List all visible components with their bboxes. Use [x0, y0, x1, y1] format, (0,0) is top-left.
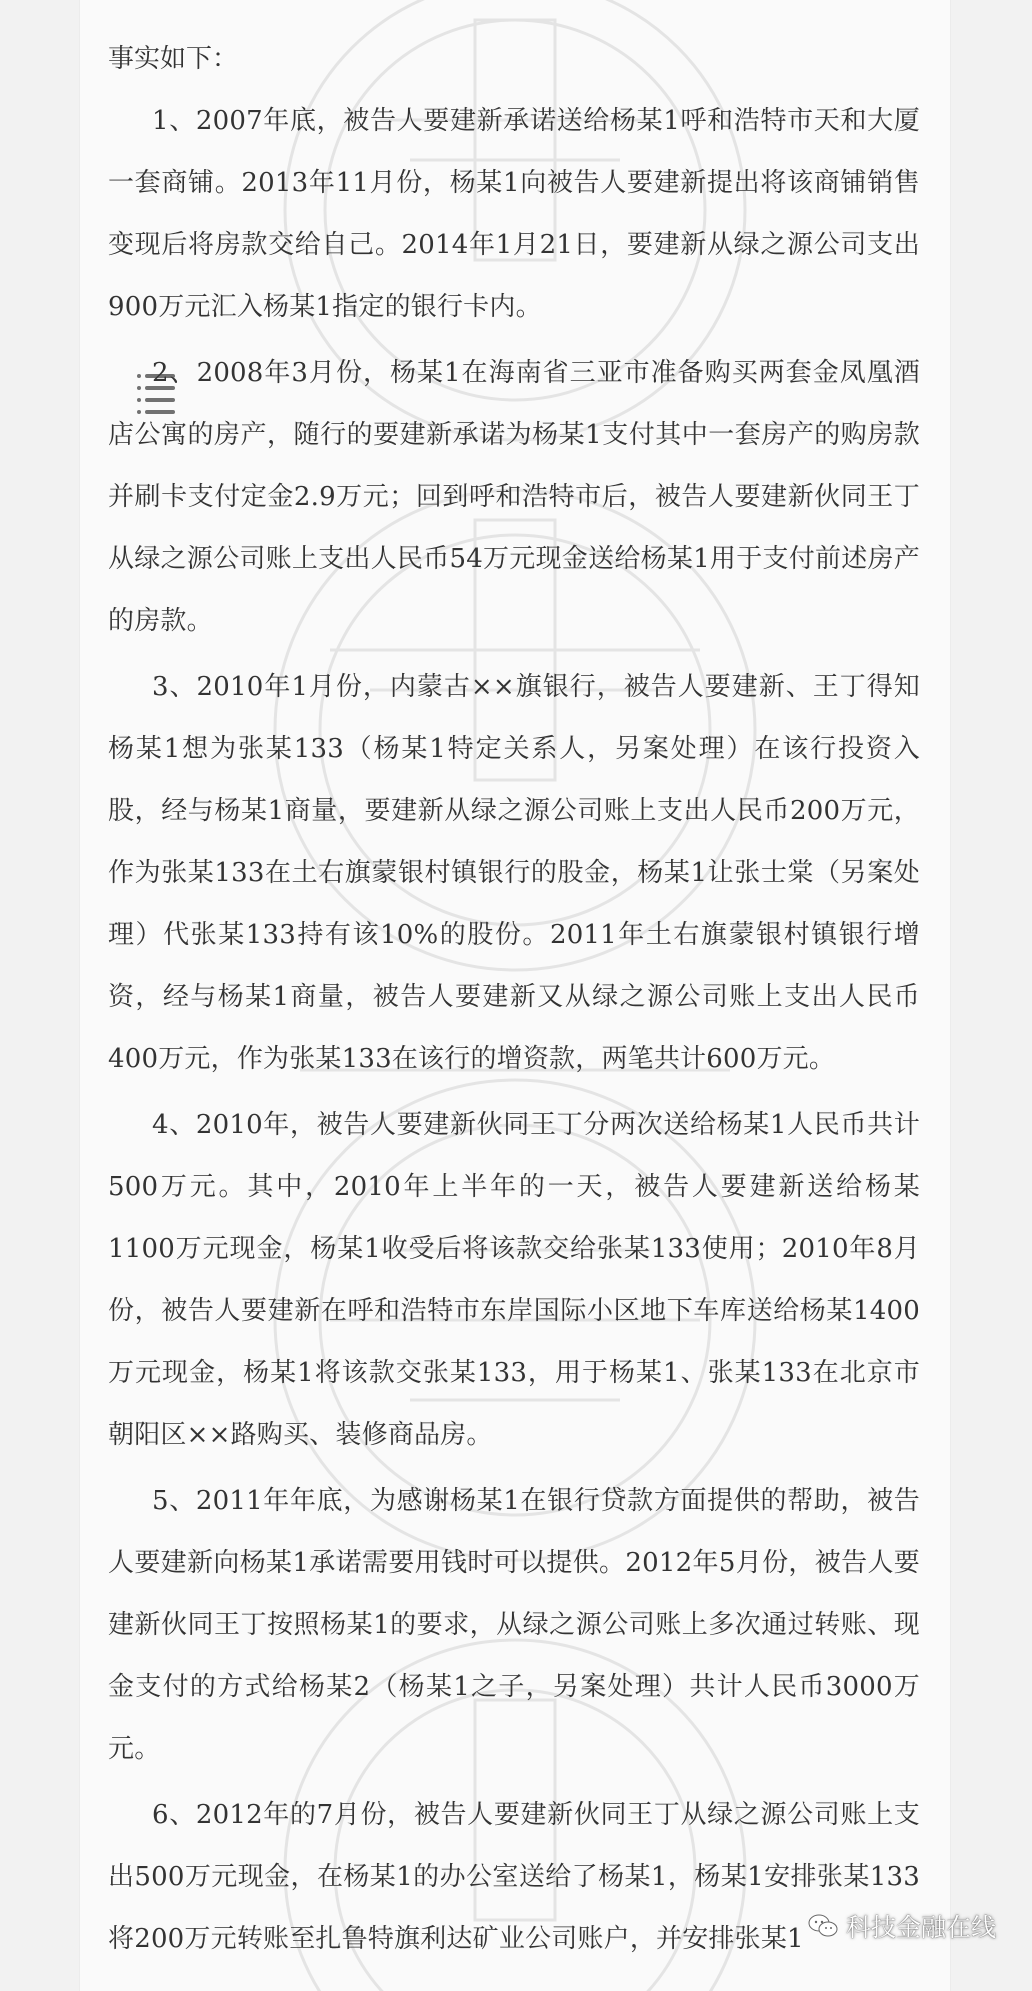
intro-line: 事实如下：	[108, 44, 239, 74]
document-body	[108, 28, 920, 1974]
badge-text: 科技金融在线	[846, 1913, 997, 1942]
wechat-icon	[808, 1913, 838, 1939]
paragraph-5: 5、2011年年底，为感谢杨某1在银行贷款方面提供的帮助，被告人要建新向杨某1承诺需要用钱时可以提供。2012年5月份，被告人要建新伙同王丁按照杨某1的要求，从绿之源公司账上多次通过转账、现金支付的方式给杨某2（杨某1之子，另案处理）共计人民币3000万元。	[108, 1486, 920, 1764]
paragraph-6: 6、2012年的7月份，被告人要建新伙同王丁从绿之源公司账上支出500万元现金，在杨某1的办公室送给了杨某1，杨某1安排张某133将200万元转账至扎鲁特旗利达矿业公司账户，并安排张某1	[108, 1800, 920, 1954]
paragraph-3: 3、2010年1月份，内蒙古××旗银行，被告人要建新、王丁得知杨某1想为张某133（杨某1特定关系人，另案处理）在该行投资入股，经与杨某1商量，要建新从绿之源公司账上支出人民币200万元，作为张某133在土右旗蒙银村镇银行的股金，杨某1让张士棠（另案处理）代张某133持有该10%的股份。2011年土右旗蒙银村镇银行增资，经与杨某1商量，被告人要建新又从绿之源公司账上支出人民币400万元，作为张某133在该行的增资款，两笔共计600万元。	[108, 672, 920, 1074]
source-badge	[808, 1908, 996, 1944]
paragraph-1: 1、2007年底，被告人要建新承诺送给杨某1呼和浩特市天和大厦一套商铺。2013年11月份，杨某1向被告人要建新提出将该商铺销售变现后将房款交给自己。2014年1月21日，要建新从绿之源公司支出900万元汇入杨某1指定的银行卡内。	[108, 106, 920, 322]
paragraph-4: 4、2010年，被告人要建新伙同王丁分两次送给杨某1人民币共计500万元。其中，2010年上半年的一天，被告人要建新送给杨某1100万元现金，杨某1收受后将该款交给张某133使用；2010年8月份，被告人要建新在呼和浩特市东岸国际小区地下车库送给杨某1400万元现金，杨某1将该款交张某133，用于杨某1、张某133在北京市朝阳区××路购买、装修商品房。	[108, 1110, 920, 1450]
paragraph-2: 2、2008年3月份，杨某1在海南省三亚市准备购买两套金凤凰酒店公寓的房产，随行的要建新承诺为杨某1支付其中一套房产的购房款并刷卡支付定金2.9万元；回到呼和浩特市后，被告人要建新伙同王丁从绿之源公司账上支出人民币54万元现金送给杨某1用于支付前述房产的房款。	[108, 358, 920, 636]
